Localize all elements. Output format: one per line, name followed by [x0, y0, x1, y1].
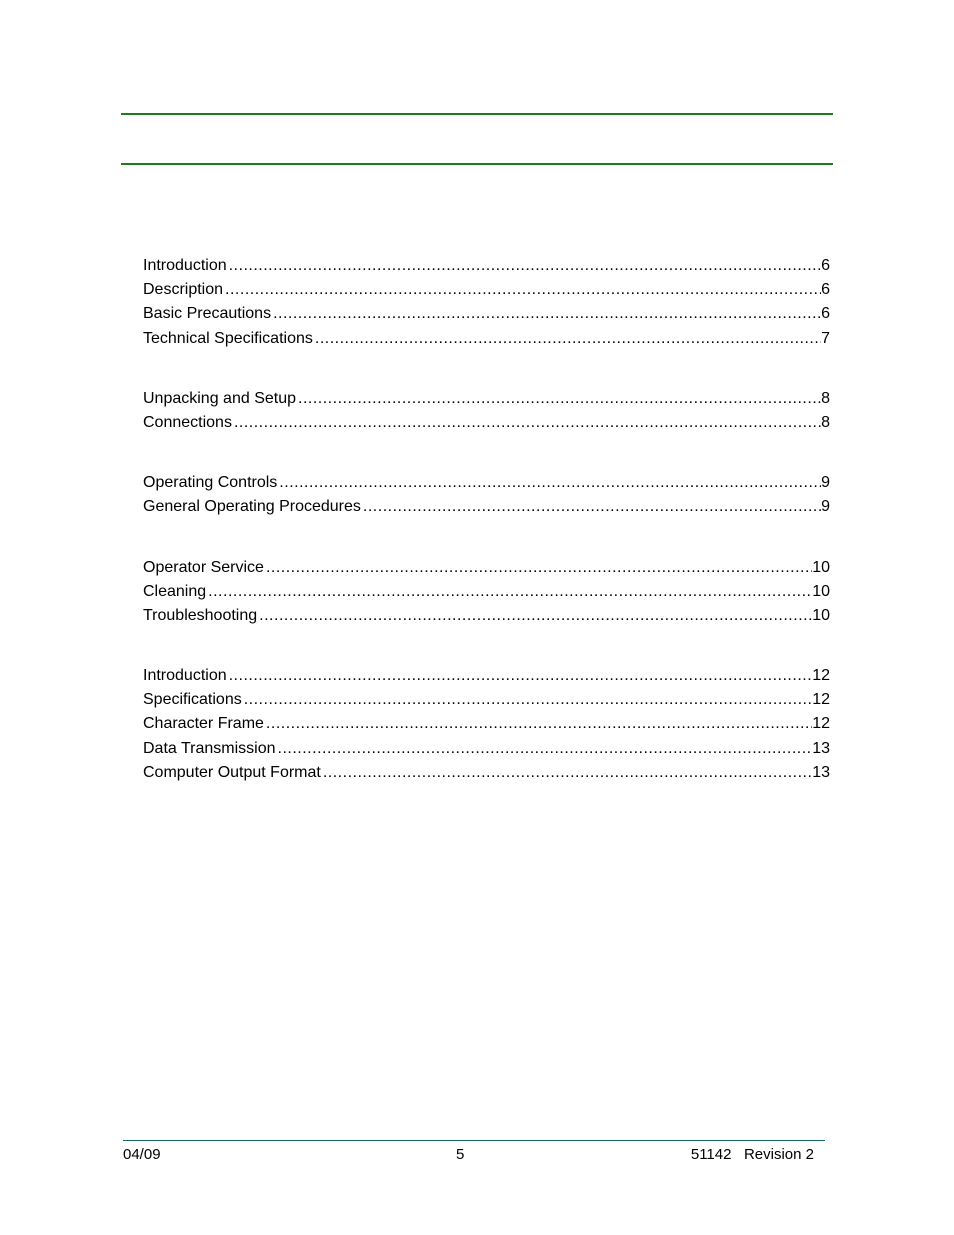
toc-entry-title: Unpacking and Setup — [143, 389, 296, 407]
toc-entry-title: Connections — [143, 413, 232, 431]
toc-entry-title: General Operating Procedures — [143, 498, 361, 516]
toc-entry-page: 6 — [821, 257, 830, 274]
footer-date: 04/09 — [123, 1146, 161, 1163]
toc-entry-page: 13 — [812, 763, 830, 781]
toc-dot-leader — [361, 495, 821, 519]
toc-dot-leader — [277, 471, 821, 495]
toc-dot-leader — [276, 737, 813, 761]
toc-entry-title: Character Frame — [143, 715, 264, 733]
toc-group — [143, 556, 830, 629]
toc-entry-title: Computer Output Format — [143, 763, 321, 781]
toc-entry-page: 9 — [821, 474, 830, 492]
toc-entry[interactable] — [143, 411, 830, 435]
toc-entry-title: Cleaning — [143, 582, 207, 600]
footer-page-number: 5 — [456, 1146, 465, 1163]
toc-entry[interactable] — [143, 278, 830, 302]
toc-entry-title: Basic Precautions — [143, 305, 272, 323]
toc-entry[interactable] — [143, 556, 830, 580]
toc-dot-leader — [264, 556, 812, 580]
toc-dot-leader — [257, 604, 812, 628]
toc-entry-title: Operator Service — [143, 558, 264, 576]
toc-entry-title: Introduction — [143, 667, 227, 685]
toc-group — [143, 387, 830, 435]
toc-entry-title: Technical Specifications — [143, 329, 313, 347]
toc-dot-leader — [313, 327, 821, 351]
toc-entry-title: Description — [143, 281, 224, 299]
toc-entry[interactable] — [143, 580, 830, 604]
toc-entry[interactable] — [143, 761, 830, 785]
toc-dot-leader — [271, 302, 821, 326]
toc-dot-leader — [321, 761, 812, 785]
header-rule-bottom — [121, 163, 833, 165]
toc-group — [143, 664, 830, 785]
toc-entry-title: Operating Controls — [143, 474, 278, 492]
toc-entry-page: 6 — [821, 281, 830, 299]
toc-entry-page: 6 — [821, 305, 830, 323]
toc-entry[interactable] — [143, 254, 830, 278]
toc-entry-page: 7 — [821, 329, 830, 347]
toc-dot-leader — [242, 688, 812, 712]
table-of-contents — [143, 254, 830, 821]
toc-entry-title: Specifications — [143, 691, 242, 709]
toc-entry[interactable] — [143, 604, 830, 628]
toc-entry[interactable] — [143, 495, 830, 519]
toc-entry-title: Introduction — [143, 257, 227, 274]
toc-entry[interactable] — [143, 387, 830, 411]
toc-entry-title: Troubleshooting — [143, 606, 258, 624]
toc-group — [143, 471, 830, 519]
toc-entry[interactable] — [143, 688, 830, 712]
toc-entry-title: Data Transmission — [143, 739, 276, 757]
toc-group — [143, 254, 830, 351]
toc-entry-page: 9 — [821, 498, 830, 516]
toc-entry-page: 12 — [812, 691, 830, 709]
toc-entry-page: 10 — [812, 582, 830, 600]
toc-entry-page: 13 — [812, 739, 830, 757]
toc-dot-leader — [264, 712, 812, 736]
toc-dot-leader — [232, 411, 821, 435]
toc-dot-leader — [206, 580, 812, 604]
toc-entry[interactable] — [143, 737, 830, 761]
toc-entry[interactable] — [143, 302, 830, 326]
toc-entry-page: 12 — [812, 715, 830, 733]
footer-document-revision: 51142 Revision 2 — [690, 1146, 814, 1163]
footer-rule — [123, 1140, 825, 1141]
toc-entry[interactable] — [143, 471, 830, 495]
toc-dot-leader — [223, 278, 821, 302]
toc-dot-leader — [296, 387, 821, 411]
toc-entry[interactable] — [143, 664, 830, 688]
toc-entry[interactable] — [143, 327, 830, 351]
header-rule-top — [121, 113, 833, 115]
toc-dot-leader — [227, 664, 813, 688]
toc-entry-page: 10 — [812, 558, 830, 576]
toc-entry-page: 8 — [821, 413, 830, 431]
toc-entry-page: 12 — [812, 667, 830, 685]
toc-dot-leader — [227, 254, 821, 278]
toc-entry[interactable] — [143, 712, 830, 736]
toc-entry-page: 10 — [812, 606, 830, 624]
toc-entry-page: 8 — [821, 389, 830, 407]
